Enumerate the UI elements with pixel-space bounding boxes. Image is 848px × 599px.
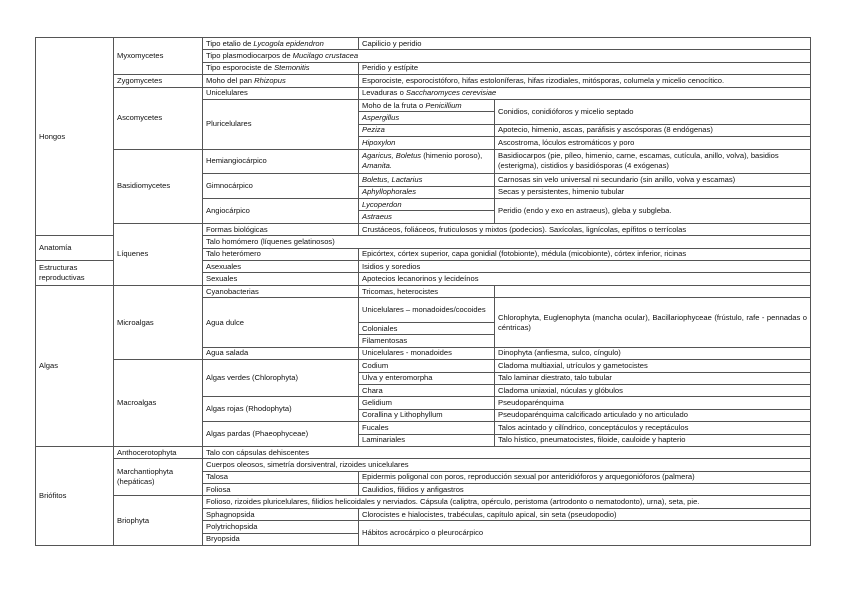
table-cell: Polytrichopsida (203, 521, 359, 533)
table-cell: Anthocerotophyta (114, 446, 203, 458)
table-cell: Talo hístico, pneumatocistes, filoide, cauloide y hapterio (495, 434, 811, 446)
table-cell: Crustáceos, foliáceos, fruticulosos y mixtos (podecios). Saxícolas, lignícolas, epífitos o terrícolas (359, 223, 811, 235)
table-cell: Sexuales (203, 273, 359, 285)
cell-text: Moho del pan (206, 75, 255, 85)
table-cell: Bryopsida (203, 533, 359, 545)
table-cell: Marchantiophyta (hepáticas) (114, 459, 203, 496)
cell-text: Tipo esporociste de (206, 63, 275, 73)
class-zygomycetes: Zygomycetes (114, 75, 203, 87)
table-cell: Algas rojas (Rhodophyta) (203, 397, 359, 422)
table-cell: Microalgas (114, 285, 203, 359)
table-cell: Corallina y Lithophyllum (359, 409, 495, 421)
table-cell (203, 62, 359, 74)
group-hongos: Hongos (36, 38, 114, 236)
table-row (36, 75, 811, 87)
group-briofitos: Briófitos (36, 446, 114, 545)
group-liquenes: Líquenes (114, 223, 203, 285)
table-cell: Epidermis poligonal con poros, reproducción sexual por anteridióforos y arquegonióforos (palmera) (359, 471, 811, 483)
table-cell (203, 38, 359, 50)
table-cell: Talo homómero (líquenes gelatinosos) (203, 236, 811, 248)
table-cell: Chlorophyta, Euglenophyta (mancha ocular), Bacillariophyceae (frústulo, rafe - pennadas o céntricas) (495, 298, 811, 348)
table-cell: Unicelulares - monadoides (359, 347, 495, 359)
table-cell: Sphagnopsida (203, 508, 359, 520)
table-cell: Codium (359, 360, 495, 372)
table-cell: Clorocistes e hialocistes, trabéculas, capítulo apical, sin seta (pseudopodio) (359, 508, 811, 520)
table-cell: Cuerpos oleosos, simetría dorsiventral, rizoides unicelulares (203, 459, 811, 471)
table-cell (203, 75, 359, 87)
table-row (36, 496, 811, 508)
species-name: Peziza (359, 124, 495, 136)
table-cell: Isidios y soredios (359, 261, 811, 273)
table-cell: Apotecio, himenio, ascas, paráfisis y ascósporas (8 endógenas) (495, 124, 811, 136)
species-name: Boletus, Lactarius (359, 174, 495, 186)
table-cell: Algas verdes (Chlorophyta) (203, 360, 359, 397)
table-cell: Agua salada (203, 347, 359, 359)
table-cell: Conidios, conidióforos y micelio septado (495, 99, 811, 124)
table-cell: Formas biológicas (203, 223, 359, 235)
cell-text: Tipo etalio de (206, 38, 254, 48)
table-cell: Talosa (203, 471, 359, 483)
species-name: Agaricus, Boletus (362, 151, 422, 161)
classification-table (35, 37, 811, 546)
table-cell: Foliosa (203, 484, 359, 496)
cell-text: Tipo plasmodiocarpos de (206, 51, 293, 61)
table-cell: Apotecios lecanorinos y lecideínos (359, 273, 811, 285)
table-cell: Capilicio y peridio (359, 38, 811, 50)
species-name: Hipoxylon (359, 137, 495, 149)
table-cell: Caulidios, filidios y anfigastros (359, 484, 811, 496)
table-cell: Agua dulce (203, 298, 359, 348)
table-row (36, 459, 811, 471)
species-name: Lycogola epidendron (253, 38, 324, 48)
table-cell (203, 50, 811, 62)
table-cell: Briophyta (114, 496, 203, 546)
table-cell: Talo laminar diestrato, talo tubular (495, 372, 811, 384)
table-cell (359, 87, 811, 99)
table-row (36, 223, 811, 235)
table-cell: Secas y persistentes, himenio tubular (495, 186, 811, 198)
table-cell: Gimnocárpico (203, 174, 359, 199)
species-name: Penicillium (425, 100, 462, 110)
table-cell: Laminariales (359, 434, 495, 446)
cell-text: Levaduras o (362, 88, 406, 98)
table-cell: Angiocárpico (203, 199, 359, 224)
table-cell: Algas pardas (Phaeophyceae) (203, 422, 359, 447)
species-name: Aphyllophorales (359, 186, 495, 198)
table-row (36, 38, 811, 50)
cell-text: (himenio poroso), (421, 151, 483, 161)
table-cell: Basidiocarpos (pie, píleo, himenio, carne, escamas, cutícula, anillo, volva), basidios (esterigma), cistidios y basidiósporas (4 exógenas) (495, 149, 811, 174)
class-basidiomycetes: Basidiomycetes (114, 149, 203, 223)
table-cell: Tricomas, heterocistes (359, 285, 495, 297)
table-cell: Anatomía (36, 236, 114, 261)
class-ascomycetes: Ascomycetes (114, 87, 203, 149)
table-row (36, 87, 811, 99)
table-cell (359, 149, 495, 174)
table-cell: Hemiangiocárpico (203, 149, 359, 174)
table-cell: Unicelulares – monadoides/cocoides (359, 298, 495, 323)
table-cell: Epicórtex, córtex superior, capa gonidial (fotobionte), médula (micobionte), córtex inferior, ricinas (359, 248, 811, 260)
table-cell: Ulva y enteromorpha (359, 372, 495, 384)
table-cell: Cladoma multiaxial, utrículos y gametocistes (495, 360, 811, 372)
table-row (36, 149, 811, 174)
table-cell: Filamentosas (359, 335, 495, 347)
table-cell: Estructuras reproductivas (36, 261, 114, 286)
table-cell: Asexuales (203, 261, 359, 273)
table-cell: Hábitos acrocárpico o pleurocárpico (359, 521, 811, 546)
table-cell: Talo con cápsulas dehiscentes (203, 446, 811, 458)
table-cell (495, 285, 811, 297)
table-cell: Talo heterómero (203, 248, 359, 260)
species-name: Amanita. (362, 161, 392, 171)
table-cell: Peridio y estípite (359, 62, 811, 74)
table-cell (359, 99, 495, 111)
table-cell: Peridio (endo y exo en astraeus), gleba y subgleba. (495, 199, 811, 224)
table-cell: Esporociste, esporocistóforo, hifas estoloníferas, hifas rizodiales, mitósporas, columela y micelio cenocítico. (359, 75, 811, 87)
table-cell: Cladoma uniaxial, núculas y glóbulos (495, 384, 811, 396)
species-name: Saccharomyces cerevisiae (405, 88, 497, 98)
table-row (36, 360, 811, 372)
table-cell: Talos acintado y cilíndrico, conceptáculos y receptáculos (495, 422, 811, 434)
table-row (36, 285, 811, 297)
species-name: Rhizopus (254, 75, 286, 85)
table-cell: Pluricelulares (203, 99, 359, 149)
table-cell: Carnosas sin velo universal ni secundario (sin anillo, volva y escamas) (495, 174, 811, 186)
table-cell: Fucales (359, 422, 495, 434)
table-cell: Unicelulares (203, 87, 359, 99)
table-cell: Dinophyta (anfiesma, sulco, cíngulo) (495, 347, 811, 359)
table-cell: Gelidium (359, 397, 495, 409)
table-cell: Macroalgas (114, 360, 203, 447)
table-cell: Coloniales (359, 323, 495, 335)
species-name: Aspergillus (359, 112, 495, 124)
table-cell: Pseudoparénquima (495, 397, 811, 409)
species-name: Astraeus (359, 211, 495, 223)
table-cell: Pseudoparénquima calcificado articulado y no articulado (495, 409, 811, 421)
species-name: Stemonitis (274, 63, 310, 73)
group-algas: Algas (36, 285, 114, 446)
table-cell: Ascostroma, lóculos estromáticos y poro (495, 137, 811, 149)
table-row (36, 446, 811, 458)
species-name: Mucilago crustacea (292, 51, 359, 61)
species-name: Lycoperdon (359, 199, 495, 211)
table-cell: Chara (359, 384, 495, 396)
table-cell: Cyanobacterias (203, 285, 359, 297)
class-myxomycetes: Myxomycetes (114, 38, 203, 75)
cell-text: Moho de la fruta o (362, 100, 426, 110)
table-cell: Folioso, rizoides pluricelulares, filidios helicoidales y nerviados. Cápsula (caliptra, opérculo, peristoma (artrodonto o nematodonto), urna), seta, pie. (203, 496, 811, 508)
